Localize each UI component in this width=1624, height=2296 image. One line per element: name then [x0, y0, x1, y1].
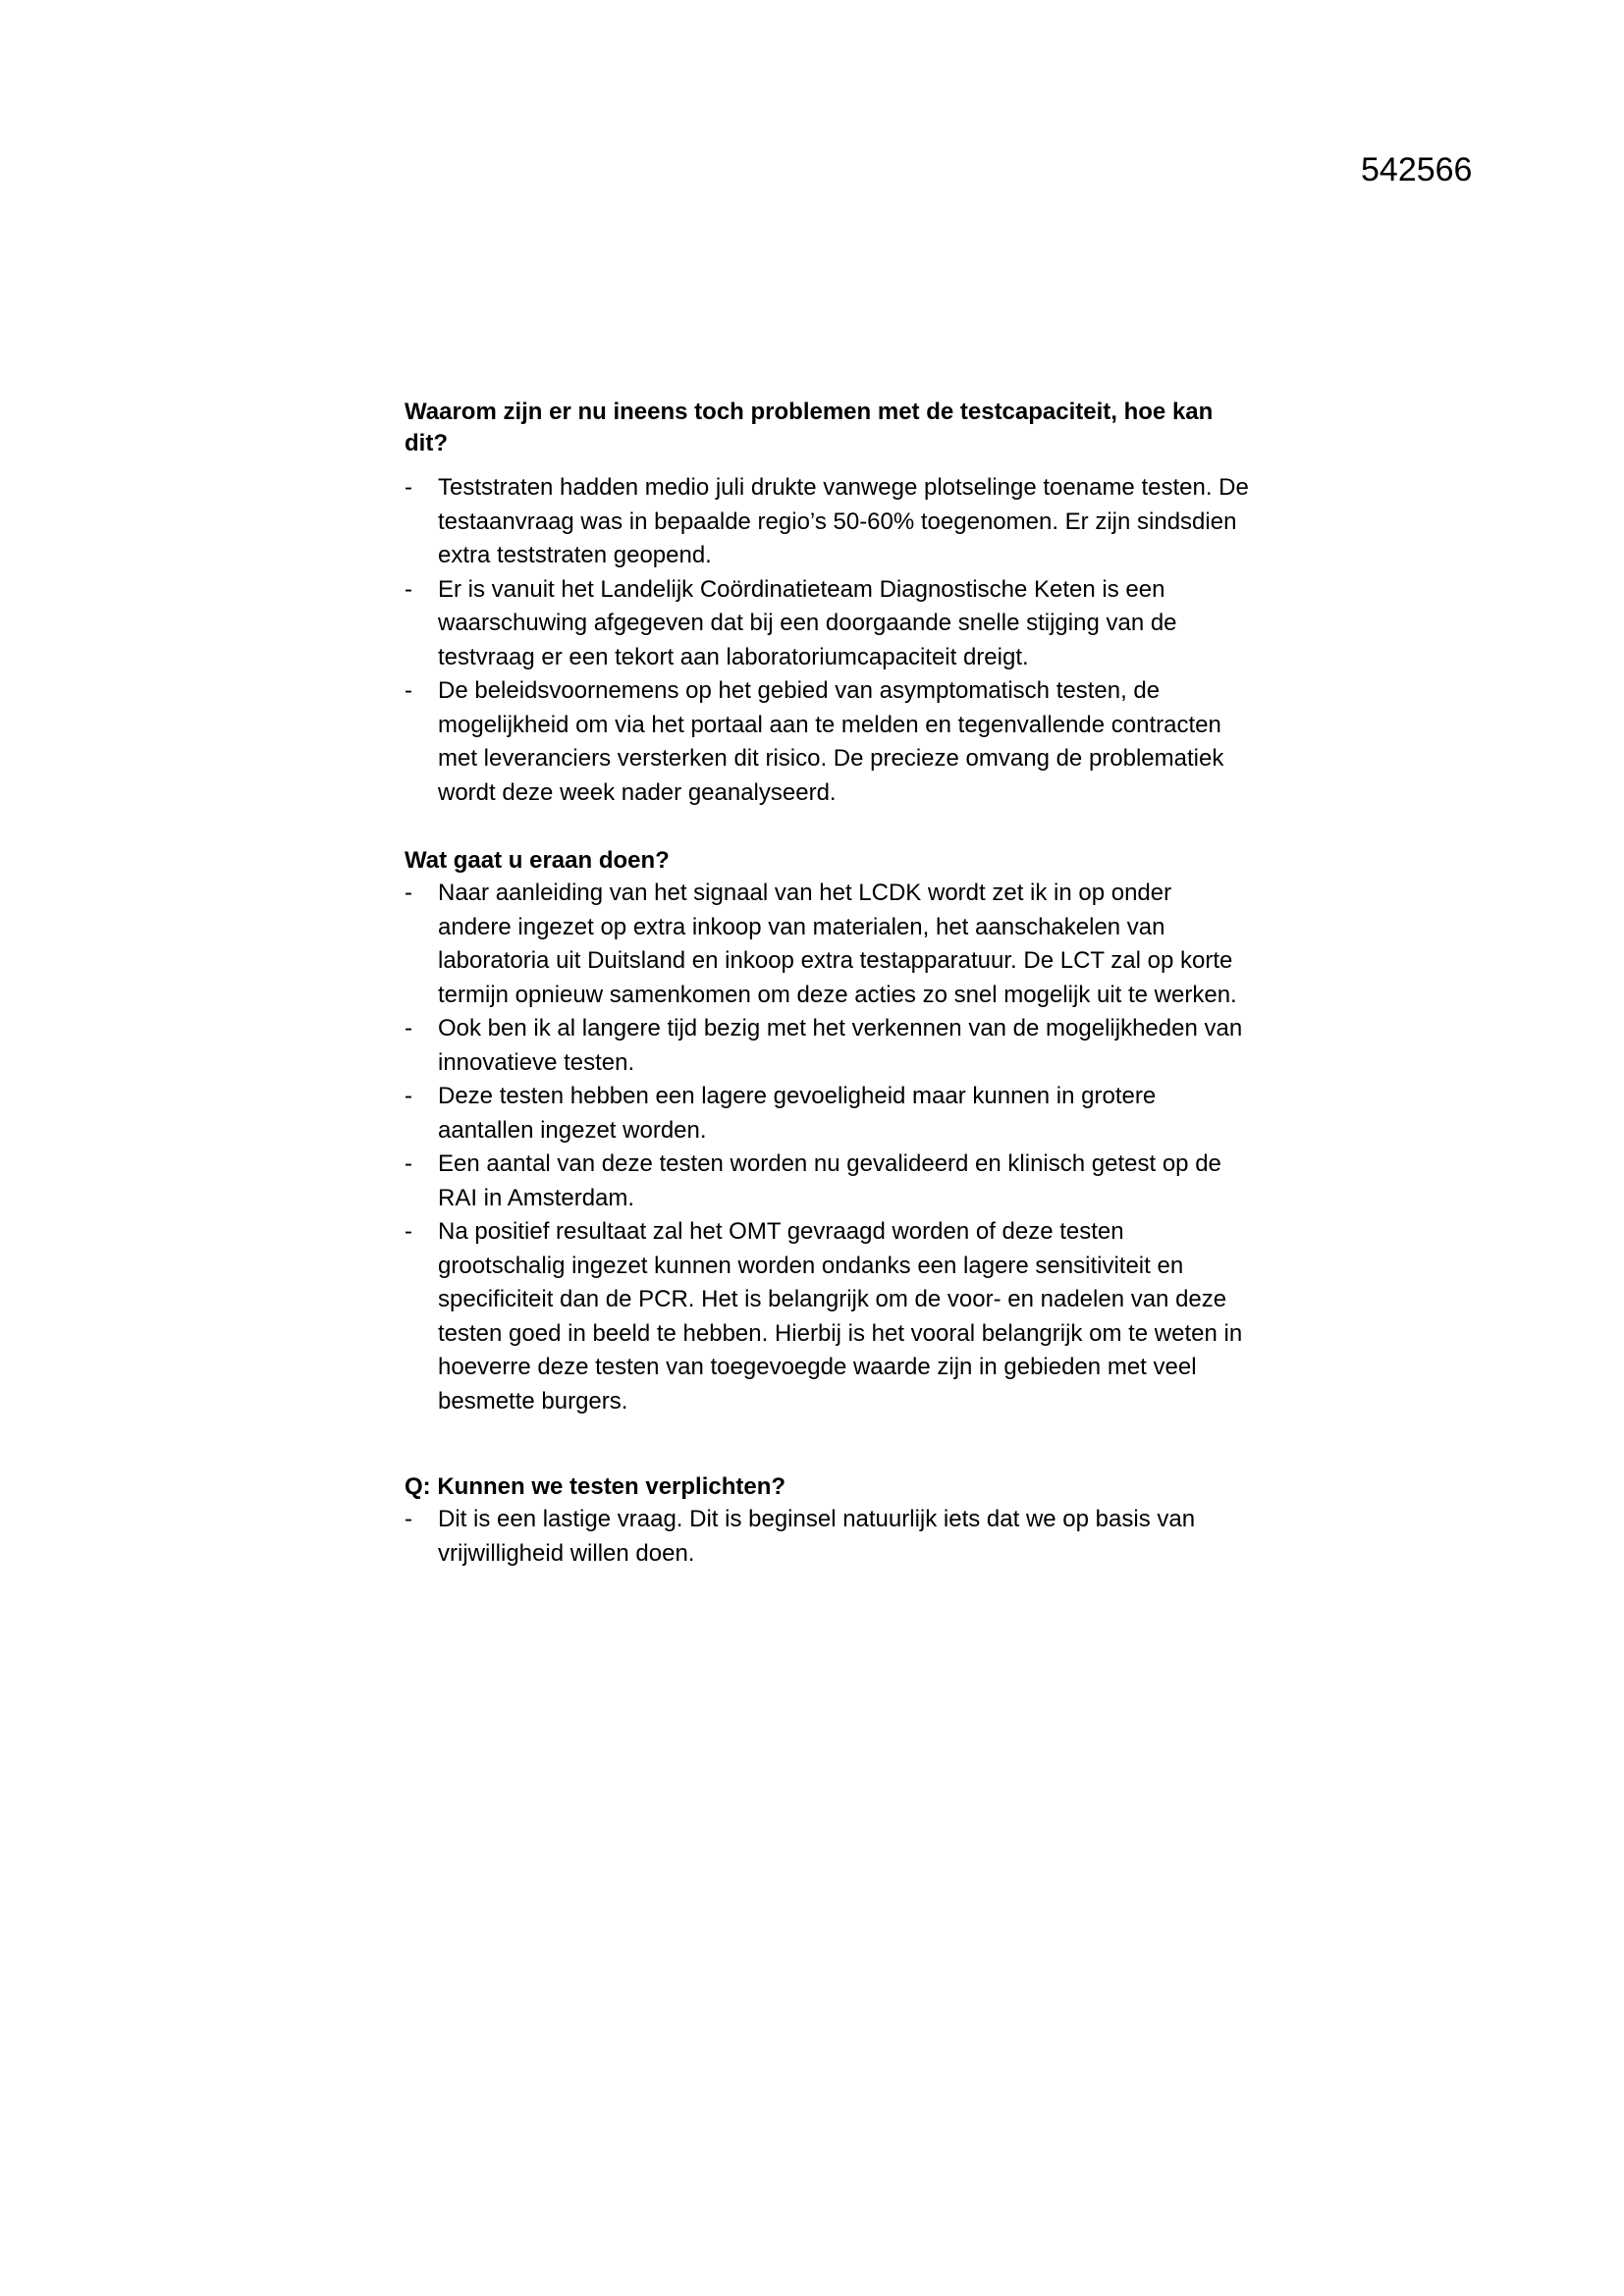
section-heading: Q: Kunnen we testen verplichten?	[405, 1473, 786, 1500]
list-item	[405, 573, 1249, 675]
list-item-text: Er is vanuit het Landelijk Coördinatieteam Diagnostische Keten is een waarschuwing afgegeven dat bij een doorgaande snelle stijging van de testvraag er een tekort aan laboratoriumcapaciteit dreigt.	[438, 575, 1177, 670]
bullet-dash: -	[405, 1218, 412, 1245]
list-item	[405, 1215, 1249, 1418]
document-number: 542566	[1361, 151, 1473, 188]
section-heading: Waarom zijn er nu ineens toch problemen met de testcapaciteit, hoe kan dit?	[405, 399, 1214, 456]
section-maatregelen	[405, 845, 1249, 1418]
bullet-dash: -	[405, 677, 412, 704]
bullet-list	[405, 1503, 1249, 1571]
document-body	[405, 397, 1249, 1571]
section-verplichten	[405, 1471, 1249, 1571]
list-item-text: Ook ben ik al langere tijd bezig met het verkennen van de mogelijkheden van innovatieve testen.	[438, 1015, 1243, 1076]
bullet-dash: -	[405, 1083, 412, 1109]
list-item-text: Een aantal van deze testen worden nu gevalideerd en klinisch getest op de RAI in Amsterdam.	[438, 1150, 1221, 1211]
list-item	[405, 877, 1249, 1012]
list-item	[405, 1148, 1249, 1215]
list-item-text: Na positief resultaat zal het OMT gevraagd worden of deze testen grootschalig ingezet kunnen worden ondanks een lagere sensitiviteit en specificiteit dan de PCR. Het is belangrijk om de voor- en nadelen van deze testen goed in beeld te hebben. Hierbij is het vooral belangrijk om te weten in hoeverre deze testen van toegevoegde waarde zijn in gebieden met veel besmette burgers.	[438, 1218, 1243, 1415]
list-item-text: Naar aanleiding van het signaal van het LCDK wordt zet ik in op onder andere ingezet op extra inkoop van materialen, het aanschakelen van laboratoria uit Duitsland en inkoop extra testapparatuur. De LCT zal op korte termijn opnieuw samenkomen om deze acties zo snel mogelijk uit te werken.	[438, 880, 1237, 1008]
list-item-text: De beleidsvoornemens op het gebied van asymptomatisch testen, de mogelijkheid om via het portaal aan te melden en tegenvallende contracten met leveranciers versterken dit risico. De precieze omvang de problematiek wordt deze week nader geanalyseerd.	[438, 677, 1224, 806]
bullet-dash: -	[405, 1015, 412, 1041]
bullet-list	[405, 877, 1249, 1418]
list-item	[405, 1080, 1249, 1148]
bullet-dash: -	[405, 575, 412, 603]
bullet-dash: -	[405, 1506, 412, 1532]
list-item	[405, 1503, 1249, 1571]
bullet-list	[405, 471, 1249, 810]
list-item-text: Dit is een lastige vraag. Dit is beginsel natuurlijk iets dat we op basis van vrijwilligheid willen doen.	[438, 1506, 1196, 1567]
list-item-text: Deze testen hebben een lagere gevoeligheid maar kunnen in grotere aantallen ingezet worden.	[438, 1083, 1157, 1144]
list-item	[405, 471, 1249, 573]
list-item	[405, 674, 1249, 810]
bullet-dash: -	[405, 1150, 412, 1177]
section-heading: Wat gaat u eraan doen?	[405, 847, 670, 874]
list-item	[405, 1012, 1249, 1080]
section-testcapaciteit	[405, 397, 1249, 810]
list-item-text: Teststraten hadden medio juli drukte vanwege plotselinge toename testen. De testaanvraag was in bepaalde regio’s 50-60% toegenomen. Er zijn sindsdien extra teststraten geopend.	[438, 474, 1249, 568]
bullet-dash: -	[405, 474, 412, 501]
bullet-dash: -	[405, 880, 412, 906]
